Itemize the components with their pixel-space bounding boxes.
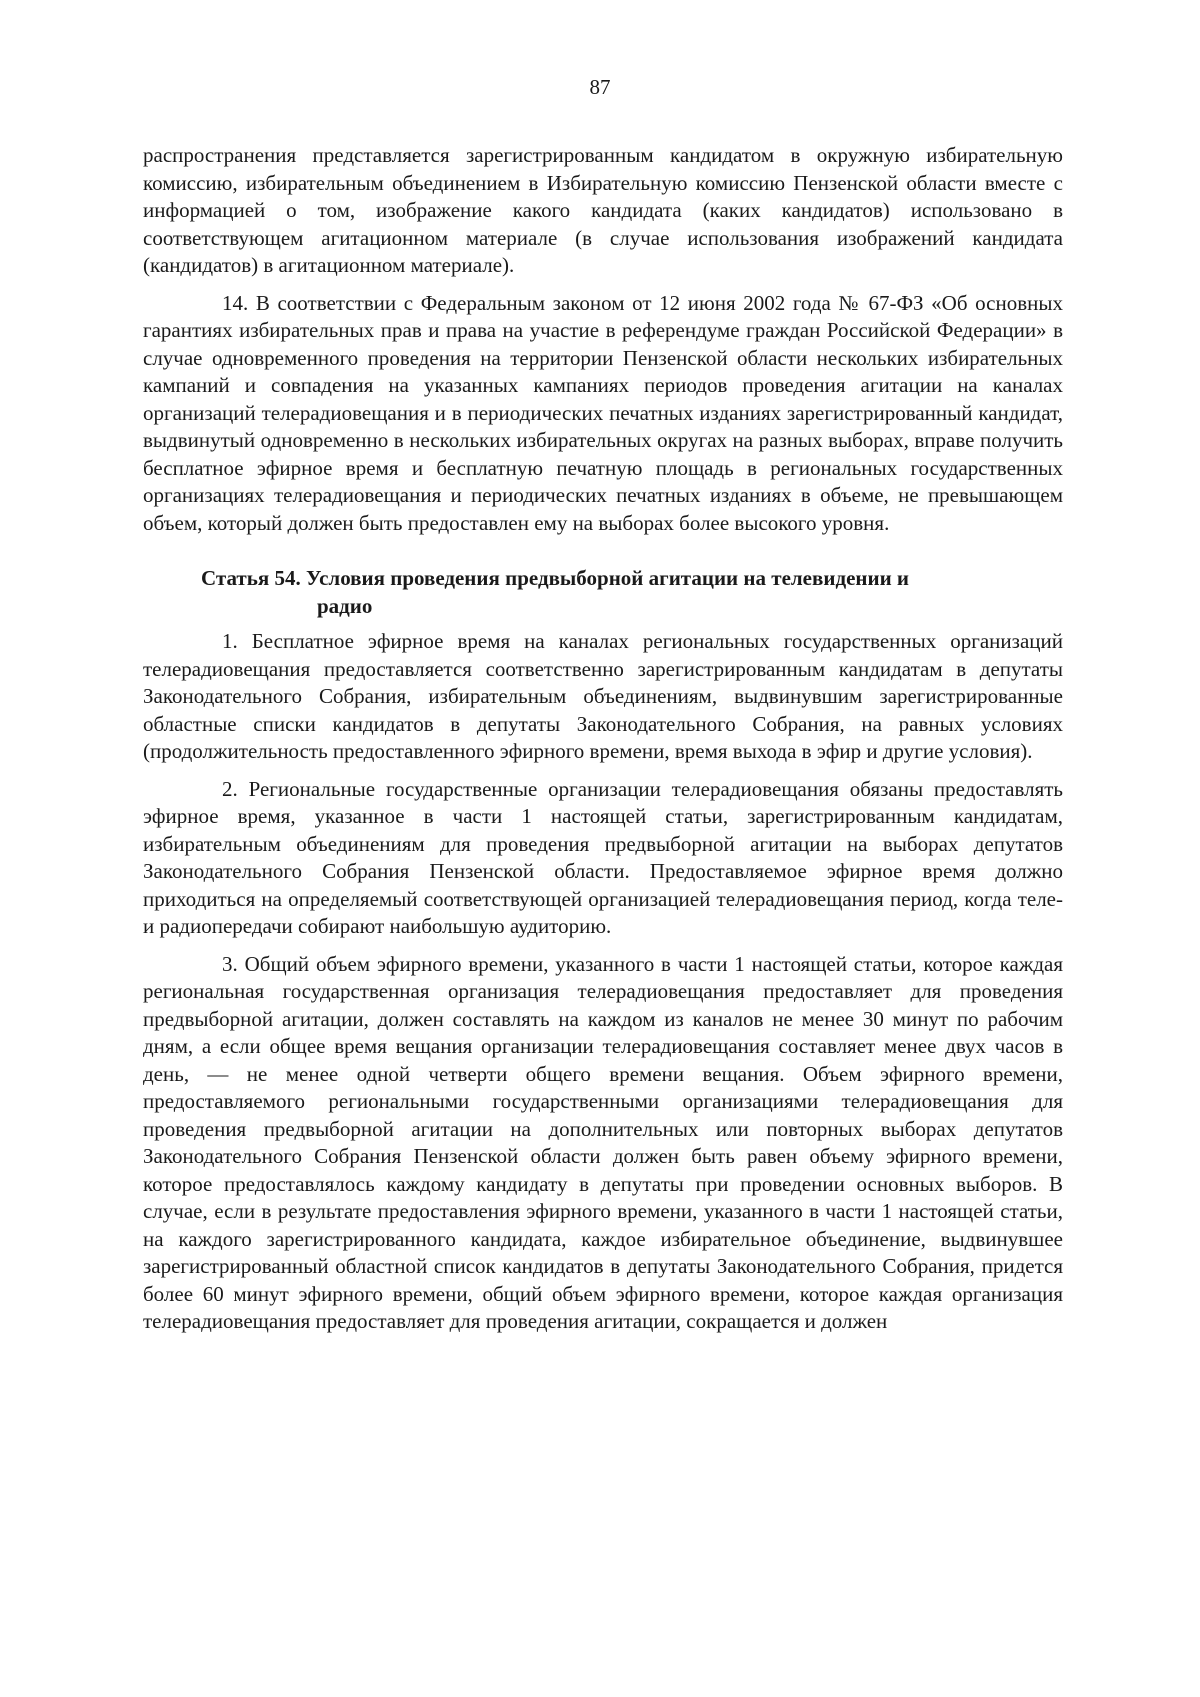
page-number: 87: [589, 75, 611, 99]
paragraph-continuation: распространения представляется зарегистрированным кандидатом в окружную избирательную комиссию, избирательным объединением в Избирательную комиссию Пензенской области вместе с информацией о том, изображение какого кандидата (каких кандидатов) использовано в соответствующем агитационном материале (в случае использования изображений кандидата (кандидатов) в агитационном материале).: [143, 143, 1063, 277]
article-54-heading: [143, 565, 1063, 620]
article-54-paragraph-1: 1. Бесплатное эфирное время на каналах региональных государственных организаций телерадиовещания предоставляется соответственно зарегистрированным кандидатам в депутаты Законодательного Собрания, избирательным объединениям, выдвинувшим зарегистрированные областные списки кандидатов в депутаты Законодательного Собрания, на равных условиях (продолжительность предоставленного эфирного времени, время выхода в эфир и другие условия).: [143, 629, 1063, 763]
article-54-paragraph-2: 2. Региональные государственные организации телерадиовещания обязаны предоставлять эфирное время, указанное в части 1 настоящей статьи, зарегистрированным кандидатам, избирательным объединениям для проведения предвыборной агитации на выборах депутатов Законодательного Собрания Пензенской области. Предоставляемое эфирное время должно приходиться на определяемый соответствующей организацией телерадиовещания период, когда теле- и радиопередачи собирают наибольшую аудиторию.: [143, 776, 1063, 938]
article-heading-line-2: радио: [317, 593, 373, 618]
article-heading-line-1: Статья 54. Условия проведения предвыборной агитации на телевидении и: [201, 566, 910, 590]
document-body: [143, 142, 1063, 1346]
article-54-paragraph-3: 3. Общий объем эфирного времени, указанного в части 1 настоящей статьи, которое каждая региональная государственная организация телерадиовещания предоставляет для проведения предвыборной агитации, должен составлять на каждом из каналов не менее 30 минут по рабочим дням, а если общее время вещания организации телерадиовещания составляет менее двух часов в день, — не менее одной четверти общего времени вещания. Объем эфирного времени, предоставляемого региональными государственными организациями телерадиовещания для проведения предвыборной агитации на дополнительных или повторных выборах депутатов Законодательного Собрания Пензенской области должен быть равен объему эфирного времени, которое предоставлялось каждому кандидату в депутаты при проведении основных выборов. В случае, если в результате предоставления эфирного времени, указанного в части 1 настоящей статьи, на каждого зарегистрированного кандидата, каждое избирательное объединение, выдвинувшее зарегистрированный областной список кандидатов в депутаты Законодательного Собрания, придется более 60 минут эфирного времени, общий объем эфирного времени, которое каждая организация телерадиовещания предоставляет для проведения агитации, сокращается и должен: [143, 951, 1063, 1333]
paragraph-14: 14. В соответствии с Федеральным законом от 12 июня 2002 года № 67-ФЗ «Об основных гарантиях избирательных прав и права на участие в референдуме граждан Российской Федерации» в случае одновременного проведения на территории Пензенской области нескольких избирательных кампаний и совпадения на указанных кампаниях периодов проведения агитации на каналах организаций телерадиовещания и в периодических печатных изданиях зарегистрированный кандидат, выдвинутый одновременно в нескольких избирательных округах на разных выборах, вправе получить бесплатное эфирное время и бесплатную печатную площадь в региональных государственных организациях телерадиовещания и периодических печатных изданиях в объеме, не превышающем объем, который должен быть предоставлен ему на выборах более высокого уровня.: [143, 290, 1063, 535]
